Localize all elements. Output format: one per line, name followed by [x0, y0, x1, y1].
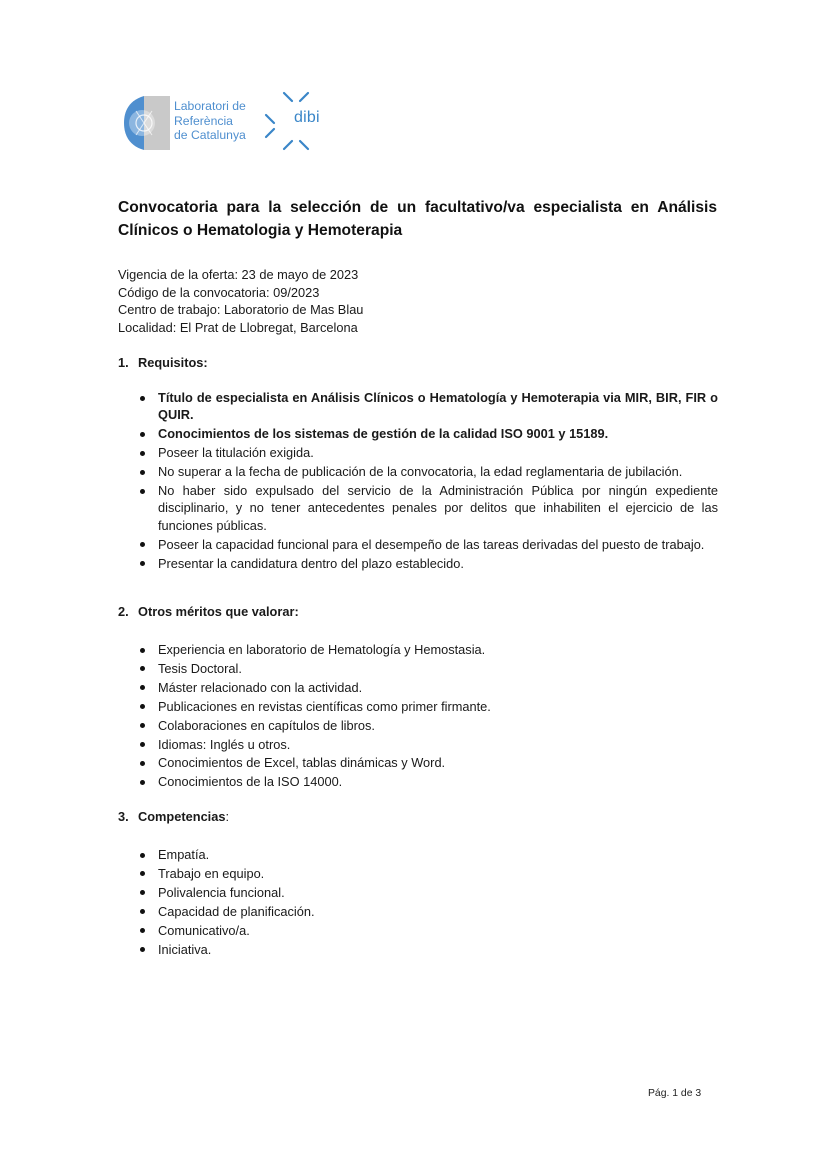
- list-item: Máster relacionado con la actividad.: [138, 679, 718, 696]
- list-item: Capacidad de planificación.: [138, 903, 718, 920]
- list-item: Tesis Doctoral.: [138, 660, 718, 677]
- list-item: Poseer la titulación exigida.: [138, 444, 718, 461]
- section-title: Requisitos:: [138, 355, 208, 370]
- page-number: Pág. 1 de 3: [648, 1088, 702, 1099]
- list-item: No superar a la fecha de publicación de la convocatoria, la edad reglamentaria de jubilación.: [138, 463, 718, 480]
- section-number: 2.: [118, 604, 129, 619]
- list-item: Experiencia en laboratorio de Hematología y Hemostasia.: [138, 641, 718, 658]
- lrc-logo-mark-icon: [122, 96, 170, 150]
- section-merits-heading: [118, 603, 299, 620]
- dibi-logo-text: dibi: [294, 109, 320, 126]
- list-item: Publicaciones en revistas científicas como primer firmante.: [138, 698, 718, 715]
- merits-list: [138, 641, 718, 792]
- section-requirements-heading: [118, 354, 208, 371]
- lrc-logo: [122, 96, 272, 150]
- list-item: Título de especialista en Análisis Clínicos o Hematología y Hemoterapia via MIR, BIR, FIR o QUIR.: [138, 389, 718, 424]
- list-item: Poseer la capacidad funcional para el desempeño de las tareas derivadas del puesto de trabajo.: [138, 536, 718, 553]
- list-item: Idiomas: Inglés u otros.: [138, 736, 718, 753]
- list-item: Conocimientos de Excel, tablas dinámicas y Word.: [138, 754, 718, 771]
- list-item: Trabajo en equipo.: [138, 865, 718, 882]
- list-item: Iniciativa.: [138, 941, 718, 958]
- list-item: Polivalencia funcional.: [138, 884, 718, 901]
- list-item: Conocimientos de los sistemas de gestión de la calidad ISO 9001 y 15189.: [138, 425, 718, 442]
- list-item: Empatía.: [138, 846, 718, 863]
- offer-validity: Vigencia de la oferta: 23 de mayo de 2023: [118, 267, 359, 282]
- section-title: Competencias: [138, 809, 226, 824]
- requirements-list: [138, 389, 718, 574]
- section-number: 1.: [118, 355, 129, 370]
- section-number: 3.: [118, 809, 129, 824]
- offer-location: Localidad: El Prat de Llobregat, Barcelona: [118, 319, 358, 335]
- competencies-list: [138, 846, 718, 959]
- document-title: Convocatoria para la selección de un facultativo/va especialista en Análisis Clínicos o Hematologia y Hemoterapia: [118, 199, 717, 239]
- lrc-logo-line-1: Laboratori de: [174, 99, 246, 113]
- list-item: Conocimientos de la ISO 14000.: [138, 773, 718, 790]
- offer-code: Código de la convocatoria: 09/2023: [118, 284, 320, 300]
- lrc-logo-text: [174, 99, 274, 143]
- section-competencies-heading: [118, 808, 229, 825]
- offer-details: [118, 266, 718, 336]
- list-item: Presentar la candidatura dentro del plazo establecido.: [138, 555, 718, 572]
- lrc-logo-line-2: Referència: [174, 113, 233, 128]
- section-title-suffix: :: [225, 809, 230, 824]
- section-title: Otros méritos que valorar:: [138, 604, 299, 619]
- lrc-logo-line-3: de Catalunya: [174, 128, 246, 142]
- list-item: No haber sido expulsado del servicio de la Administración Pública por ningún expediente disciplinario, y no tener antecedentes penales por delitos que inhabiliten el ejercicio de las funciones públicas.: [138, 482, 718, 534]
- offer-workplace: Centro de trabajo: Laboratorio de Mas Blau: [118, 302, 364, 318]
- list-item: Colaboraciones en capítulos de libros.: [138, 717, 718, 734]
- list-item: Comunicativo/a.: [138, 922, 718, 939]
